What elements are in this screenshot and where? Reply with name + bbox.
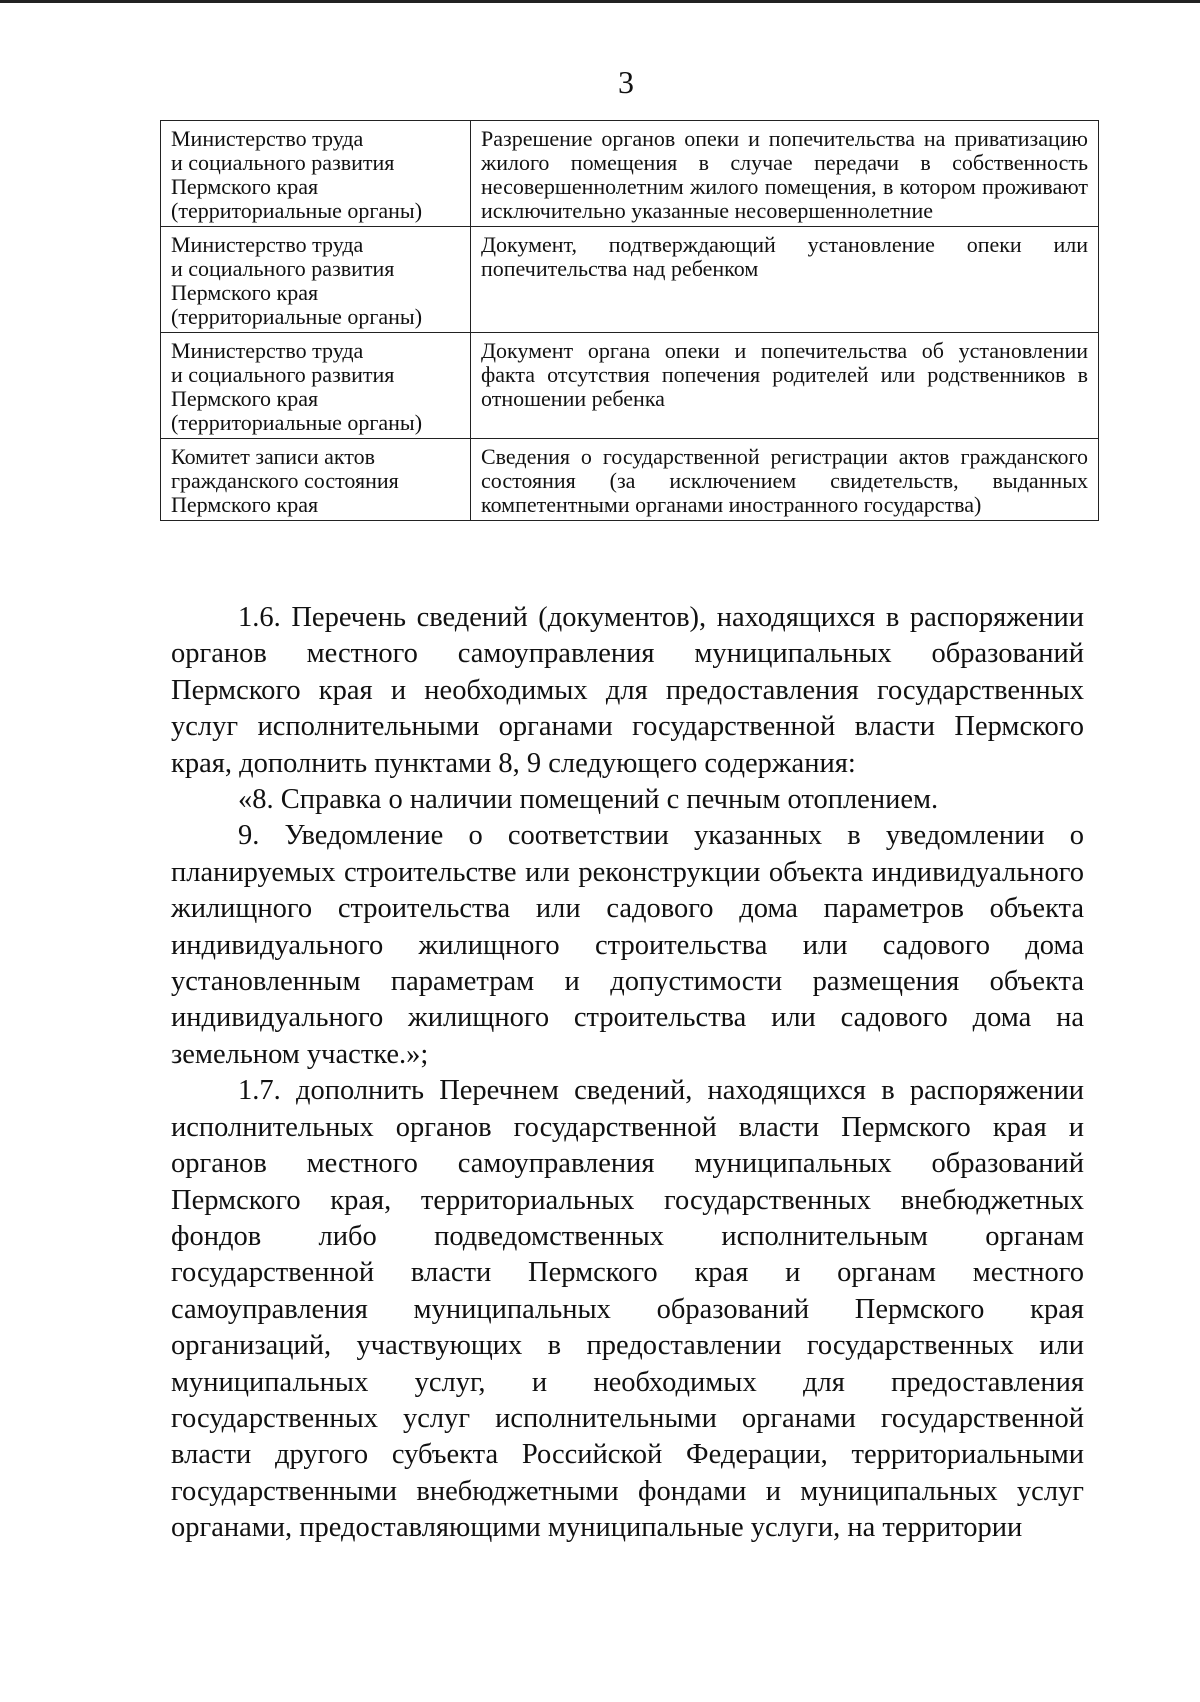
organization-line: Пермского края <box>171 280 319 305</box>
organization-line: и социального развития <box>171 362 395 387</box>
document-cell: Документ органа опеки и попечительства об установлении факта отсутствия попечения родителей или родственников в отношении ребенка <box>471 333 1099 439</box>
organization-line: Пермского края <box>171 386 319 411</box>
table-row <box>161 227 1099 333</box>
table-row <box>161 333 1099 439</box>
paragraph-1-6: 1.6. Перечень сведений (документов), находящихся в распоряжении органов местного самоуправления муниципальных образований Пермского края и необходимых для предоставления государственных услуг исполнительными органами государственной власти Пермского края, дополнить пунктами 8, 9 следующего содержания: <box>171 602 1084 779</box>
organization-line: (территориальные органы) <box>171 304 423 329</box>
organization-cell <box>161 227 471 333</box>
organization-line: (территориальные органы) <box>171 410 423 435</box>
table-row <box>161 439 1099 521</box>
organization-line: Пермского края <box>171 492 319 517</box>
organization-line: и социального развития <box>171 256 395 281</box>
organization-line: и социального развития <box>171 150 395 175</box>
document-cell: Документ, подтверждающий установление опеки или попечительства над ребенком <box>471 227 1099 333</box>
organization-line: Министерство труда <box>171 232 364 257</box>
organization-cell <box>161 439 471 521</box>
organization-line: Министерство труда <box>171 126 364 151</box>
organization-line: Комитет записи актов <box>171 444 375 469</box>
list-item-8: «8. Справка о наличии помещений с печным отоплением. <box>238 784 939 816</box>
organization-cell <box>161 333 471 439</box>
documents-table <box>160 120 1099 521</box>
organization-line: Министерство труда <box>171 338 364 363</box>
document-cell: Сведения о государственной регистрации актов гражданского состояния (за исключением свидетельств, выданных компетентными органами иностранного государства) <box>471 439 1099 521</box>
document-body <box>171 600 1084 1547</box>
page-number: 3 <box>618 64 634 100</box>
table-row <box>161 121 1099 227</box>
organization-cell <box>161 121 471 227</box>
list-item-9: 9. Уведомление о соответствии указанных в уведомлении о планируемых строительстве или реконструкции объекта индивидуального жилищного строительства или садового дома параметров объекта индивидуального жилищного строительства или садового дома установленным параметрам и допустимости размещения объекта индивидуального жилищного строительства или садового дома на земельном участке.»; <box>171 820 1084 1070</box>
paragraph-1-7: 1.7. дополнить Перечнем сведений, находящихся в распоряжении исполнительных органов государственной власти Пермского края и органов местного самоуправления муниципальных образований Пермского края, территориальных государственных внебюджетных фондов либо подведомственных исполнительным органам государственной власти Пермского края и органам местного самоуправления муниципальных образований Пермского края организаций, участвующих в предоставлении государственных или муниципальных услуг, и необходимых для предоставления государственных услуг исполнительными органами государственной власти другого субъекта Российской Федерации, территориальными государственными внебюджетными фондами и муниципальных услуг органами, предоставляющими муниципальные услуги, на территории <box>171 1075 1084 1544</box>
organization-line: гражданского состояния <box>171 468 399 493</box>
document-cell: Разрешение органов опеки и попечительства на приватизацию жилого помещения в случае передачи в собственность несовершеннолетним жилого помещения, в котором проживают исключительно указанные несовершеннолетние <box>471 121 1099 227</box>
scan-edge-line <box>0 0 1200 3</box>
organization-line: (территориальные органы) <box>171 198 423 223</box>
organization-line: Пермского края <box>171 174 319 199</box>
